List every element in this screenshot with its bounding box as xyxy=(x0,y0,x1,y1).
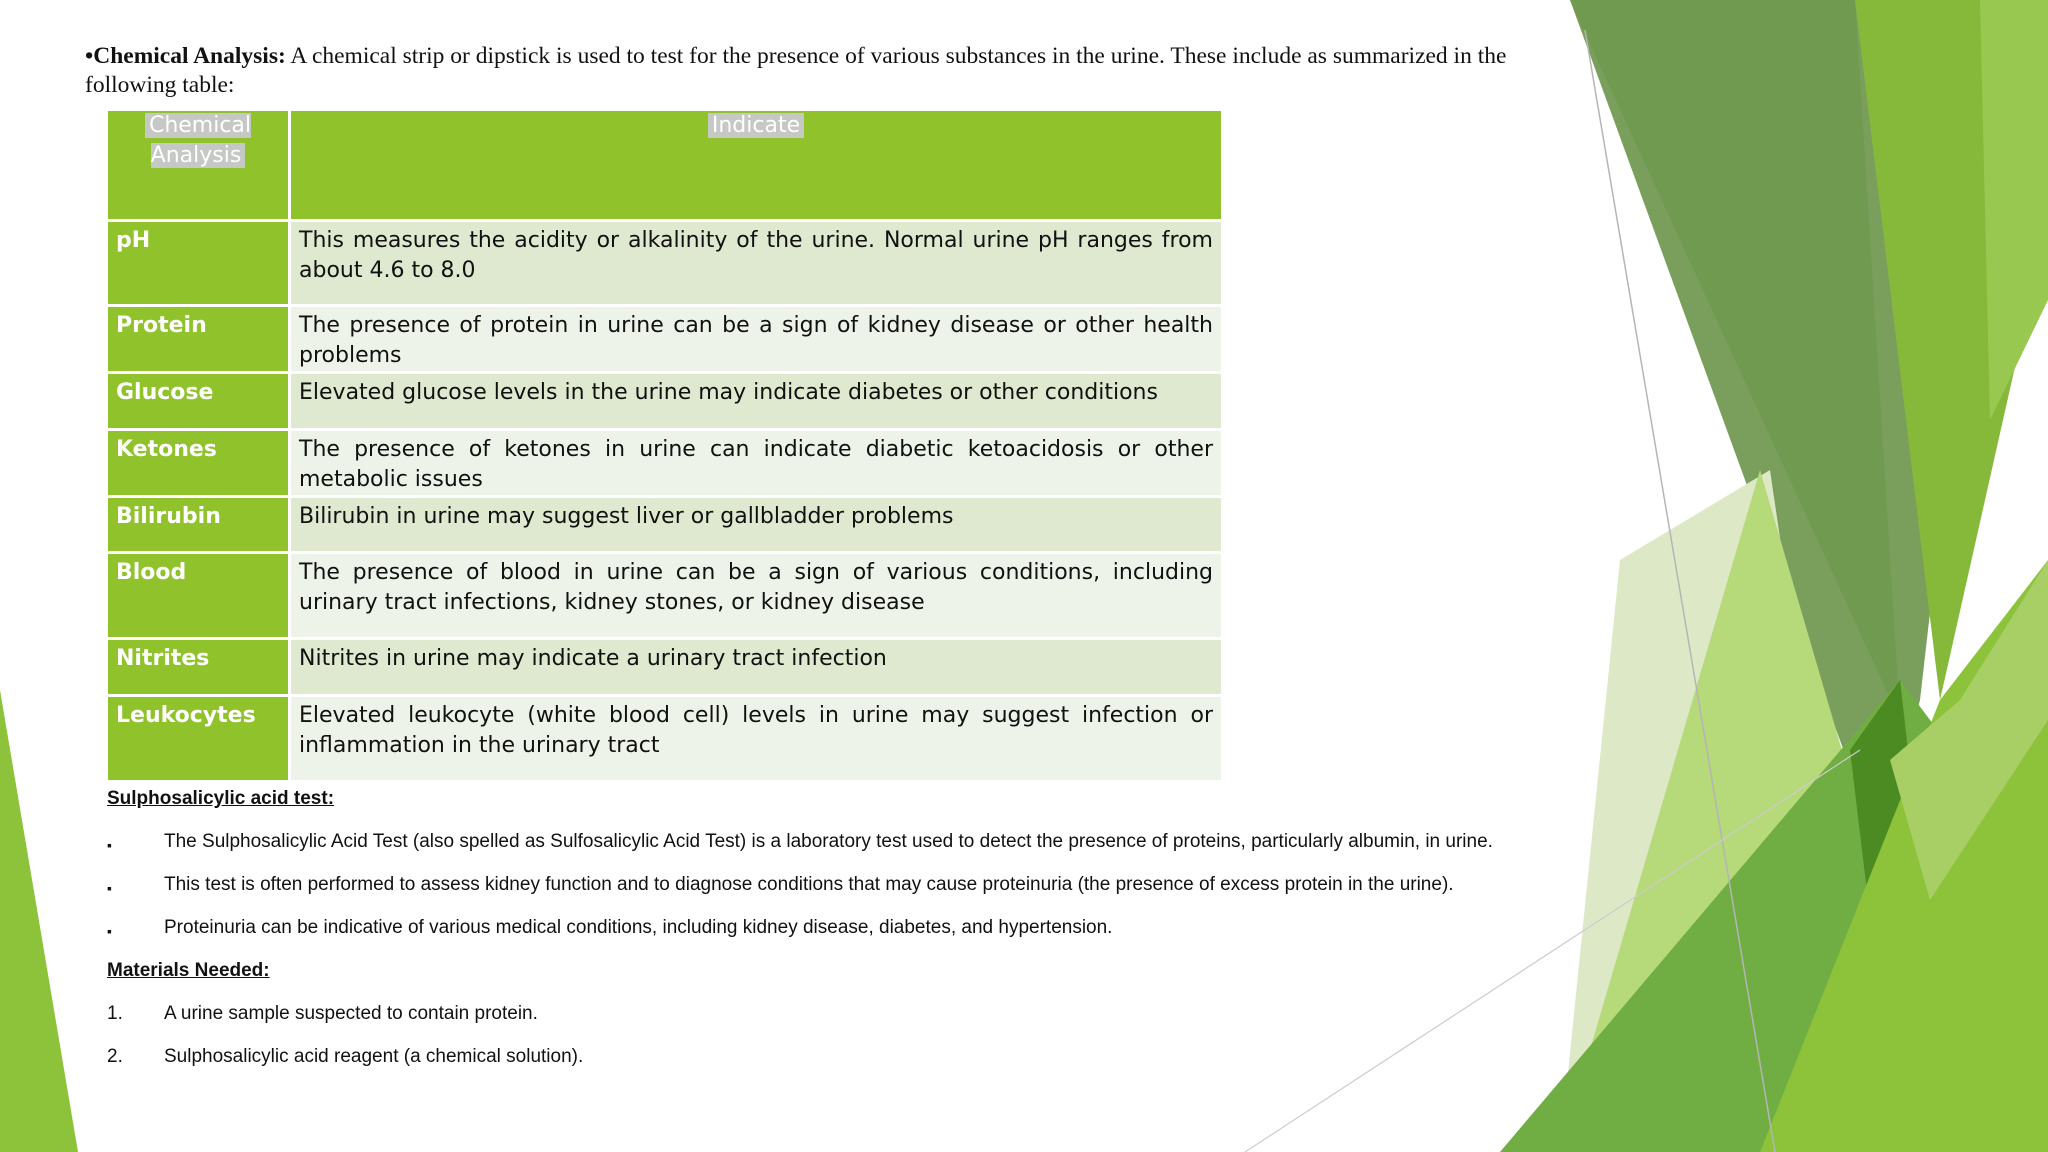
bullet-marker: ▪ xyxy=(107,880,112,896)
row-description: The presence of blood in urine can be a sign of various conditions, including urinary tract infections, kidney stones, or kidney disease xyxy=(290,553,1223,639)
bullet-item xyxy=(107,917,1587,945)
table-row xyxy=(107,696,1223,782)
row-name: Ketones xyxy=(107,430,290,497)
table-row xyxy=(107,497,1223,553)
table-row xyxy=(107,639,1223,696)
row-name: pH xyxy=(107,221,290,306)
row-name: Bilirubin xyxy=(107,497,290,553)
bullet-item xyxy=(107,874,1587,902)
sulpho-heading: Sulphosalicylic acid test: xyxy=(107,788,335,809)
row-name: Glucose xyxy=(107,373,290,430)
item-text: A urine sample suspected to contain protein. xyxy=(164,1003,538,1024)
bullet-marker: ▪ xyxy=(107,837,112,853)
row-description: Nitrites in urine may indicate a urinary tract infection xyxy=(290,639,1223,696)
header-cell-analysis xyxy=(107,110,290,221)
numbered-item xyxy=(107,1046,1587,1074)
item-number: 1. xyxy=(107,1003,123,1024)
row-description: Elevated glucose levels in the urine may indicate diabetes or other conditions xyxy=(290,373,1223,430)
bullet-text: The Sulphosalicylic Acid Test (also spelled as Sulfosalicylic Acid Test) is a laboratory test used to detect the presence of proteins, particularly albumin, in urine. xyxy=(164,831,1493,852)
header-label-analysis: Chemical Analysis xyxy=(145,113,251,168)
row-description: This measures the acidity or alkalinity of the urine. Normal urine pH ranges from about 4.6 to 8.0 xyxy=(290,221,1223,306)
table-row xyxy=(107,306,1223,373)
table-row xyxy=(107,430,1223,497)
header-label-indicate: Indicate xyxy=(708,113,804,138)
table-row xyxy=(107,373,1223,430)
table-header-row xyxy=(107,110,1223,221)
chemical-analysis-table xyxy=(105,108,1224,783)
numbered-item xyxy=(107,1003,1587,1031)
table-row xyxy=(107,221,1223,306)
row-description: Bilirubin in urine may suggest liver or gallbladder problems xyxy=(290,497,1223,553)
header-cell-indicate xyxy=(290,110,1223,221)
notes-section xyxy=(107,788,1587,1074)
row-name: Nitrites xyxy=(107,639,290,696)
bullet-marker: ▪ xyxy=(107,923,112,939)
item-number: 2. xyxy=(107,1046,123,1067)
row-name: Protein xyxy=(107,306,290,373)
bullet-text: This test is often performed to assess kidney function and to diagnose conditions that may cause proteinuria (the presence of excess protein in the urine). xyxy=(164,874,1454,895)
row-description: The presence of protein in urine can be a sign of kidney disease or other health problems xyxy=(290,306,1223,373)
row-description: Elevated leukocyte (white blood cell) levels in urine may suggest infection or inflammation in the urinary tract xyxy=(290,696,1223,782)
intro-paragraph xyxy=(85,42,1525,100)
intro-text: A chemical strip or dipstick is used to test for the presence of various substances in the urine. These include as summarized in the following table: xyxy=(85,43,1507,98)
row-name: Blood xyxy=(107,553,290,639)
row-description: The presence of ketones in urine can indicate diabetic ketoacidosis or other metabolic issues xyxy=(290,430,1223,497)
intro-label: •Chemical Analysis: xyxy=(85,43,286,69)
row-name: Leukocytes xyxy=(107,696,290,782)
item-text: Sulphosalicylic acid reagent (a chemical solution). xyxy=(164,1046,584,1067)
table-row xyxy=(107,553,1223,639)
bullet-text: Proteinuria can be indicative of various medical conditions, including kidney disease, diabetes, and hypertension. xyxy=(164,917,1113,938)
materials-heading: Materials Needed: xyxy=(107,960,270,981)
bullet-item xyxy=(107,831,1587,859)
